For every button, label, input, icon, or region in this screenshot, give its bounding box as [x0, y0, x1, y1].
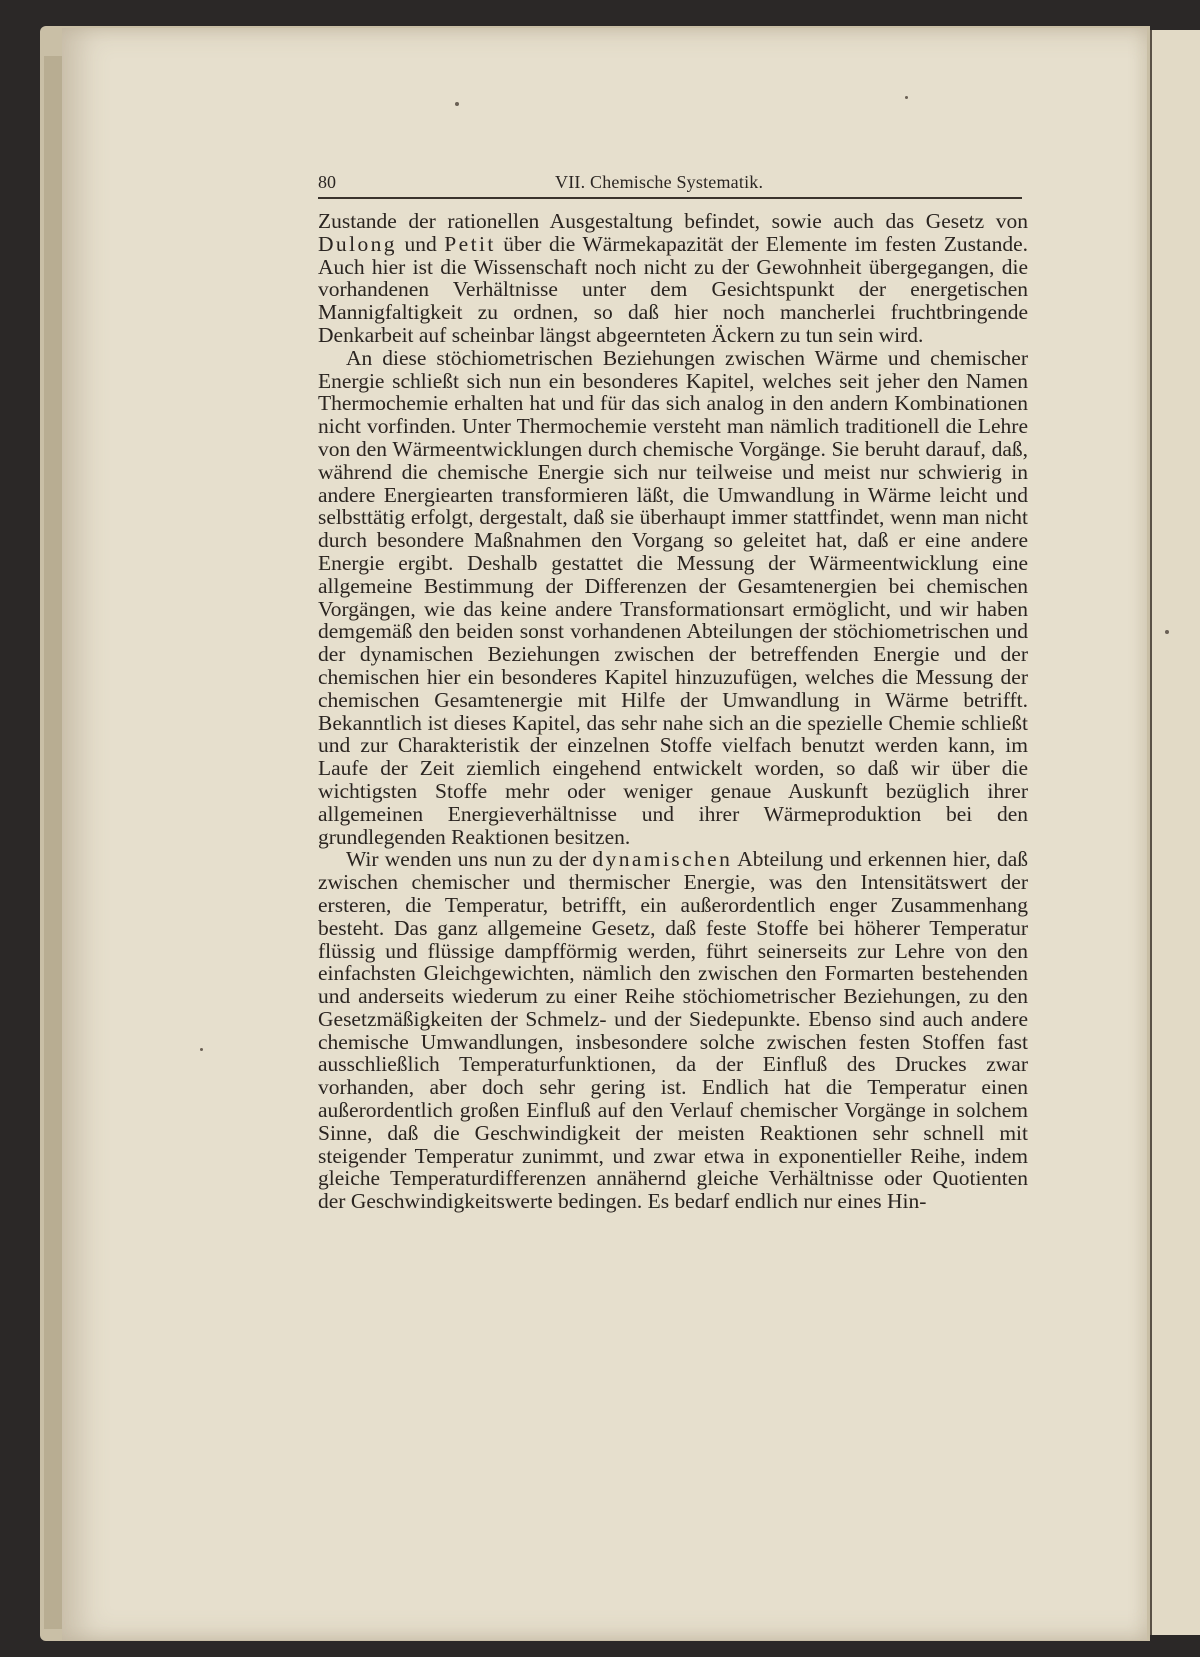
paragraph-text: Zustande der rationellen Ausgestaltung befindet, sowie auch das Gesetz von	[318, 209, 1028, 233]
paper-speck	[455, 102, 459, 106]
spaced-term: dynamischen	[592, 847, 733, 872]
spaced-name: Dulong	[318, 231, 397, 256]
facing-page-edge	[1150, 30, 1200, 1635]
header-rule	[318, 197, 1022, 199]
paragraph-text: Abteilung und erkennen hier, daß zwischen chemischer und thermischer Energie, was den Intensitätswert der ersteren, die Temperatur, betrifft, ein außerordentlich enger Zusammenhang besteht. Das ganz allgemeine Gesetz, daß feste Stoffe bei höherer Temperatur flüssig und flüssige dampfförmig werden, führt seinerseits zur Lehre von den einfachsten Gleichgewichten, nämlich den zwischen den Formarten bestehenden und anderseits wiederum zu einer Reihe stöchiometrischer Beziehungen, zu den Gesetzmäßigkeiten der Schmelz- und der Siedepunkte. Ebenso sind auch andere chemische Umwandlungen, insbesondere solche zwischen festen Stoffen fast ausschließlich Temperaturfunktionen, da der Einfluß des Druckes zwar vorhanden, aber doch sehr gering ist. Endlich hat die Temperatur einen außerordentlich großen Einfluß auf den Verlauf chemischer Vorgänge in solchem Sinne, daß die Geschwindigkeit der meisten Reaktionen sehr schnell mit steigender Temperatur zunimmt, und zwar etwa in exponentieller Reihe, indem gleiche Temperaturdifferenzen annähernd gleiche Verhältnisse oder Quotienten der Geschwindigkeitswerte bedingen. Es bedarf endlich nur eines Hin-	[318, 847, 1028, 1214]
paper-speck	[1165, 630, 1169, 634]
paper-speck	[200, 1048, 203, 1051]
paragraph	[318, 848, 1028, 1213]
page-header	[255, 170, 1025, 196]
spaced-name: Petit	[444, 231, 496, 256]
paragraph-text: Wir wenden uns nun zu der	[346, 847, 593, 872]
paragraph	[318, 210, 1028, 347]
paragraph-text: über die Wärmekapazität der Elemente im festen Zustande. Auch hier ist die Wissenschaft noch nicht zu der Gewohnheit übergegangen, die vorhandenen Verhältnisse unter dem Gesichtspunkt der energetischen Mannigfaltigkeit zu ordnen, so daß hier noch mancherlei fruchtbringende Denkarbeit auf scheinbar längst abgeernteten Äckern zu tun sein wird.	[318, 231, 1028, 347]
paragraph: An diese stöchiometrischen Beziehungen zwischen Wärme und chemischer Energie schließt sich nun ein besonderes Kapitel, welches seit jeher den Namen Thermochemie erhalten hat und für das sich analog in den andern Kombinationen nicht vorfinden. Unter Thermochemie versteht man nämlich traditionell die Lehre von den Wärmeentwicklungen durch chemische Vorgänge. Sie beruht darauf, daß, während die chemische Energie sich nur teilweise und meist nur schwierig in andere Energiearten transformieren läßt, die Umwandlung in Wärme leicht und selbsttätig erfolgt, dergestalt, daß sie überhaupt immer stattfindet, wenn man nicht durch besondere Maßnahmen den Vorgang so geleitet hat, daß er eine andere Energie ergibt. Deshalb gestattet die Messung der Wärmeentwicklung eine allgemeine Bestimmung der Differenzen der Gesamtenergien bei chemischen Vorgängen, wie das keine andere Transformationsart ermöglicht, und wir haben demgemäß den beiden sonst vorhandenen Abteilungen der stöchiometrischen und der dynamischen Beziehungen zwischen der betreffenden Energie und der chemischen hier ein besonderes Kapitel hinzuzufügen, welches die Messung der chemischen Gesamtenergie mit Hilfe der Umwandlung in Wärme betrifft. Bekanntlich ist dieses Kapitel, das sehr nahe sich an die spezielle Chemie schließt und zur Charakteristik der einzelnen Stoffe vielfach benutzt werden kann, im Laufe der Zeit ziemlich eingehend entwickelt worden, so daß wir über die wichtigsten Stoffe mehr oder weniger genaue Auskunft bezüglich ihrer allgemeinen Energieverhältnisse und ihrer Wärmeproduktion bei den grundlegenden Reaktionen besitzen.	[318, 345, 1028, 849]
paragraph-text: und	[396, 231, 445, 256]
body-text	[318, 210, 1028, 1213]
paper-speck	[905, 96, 908, 99]
running-title: VII. Chemische Systematik.	[555, 172, 764, 192]
page-number: 80	[318, 172, 336, 192]
